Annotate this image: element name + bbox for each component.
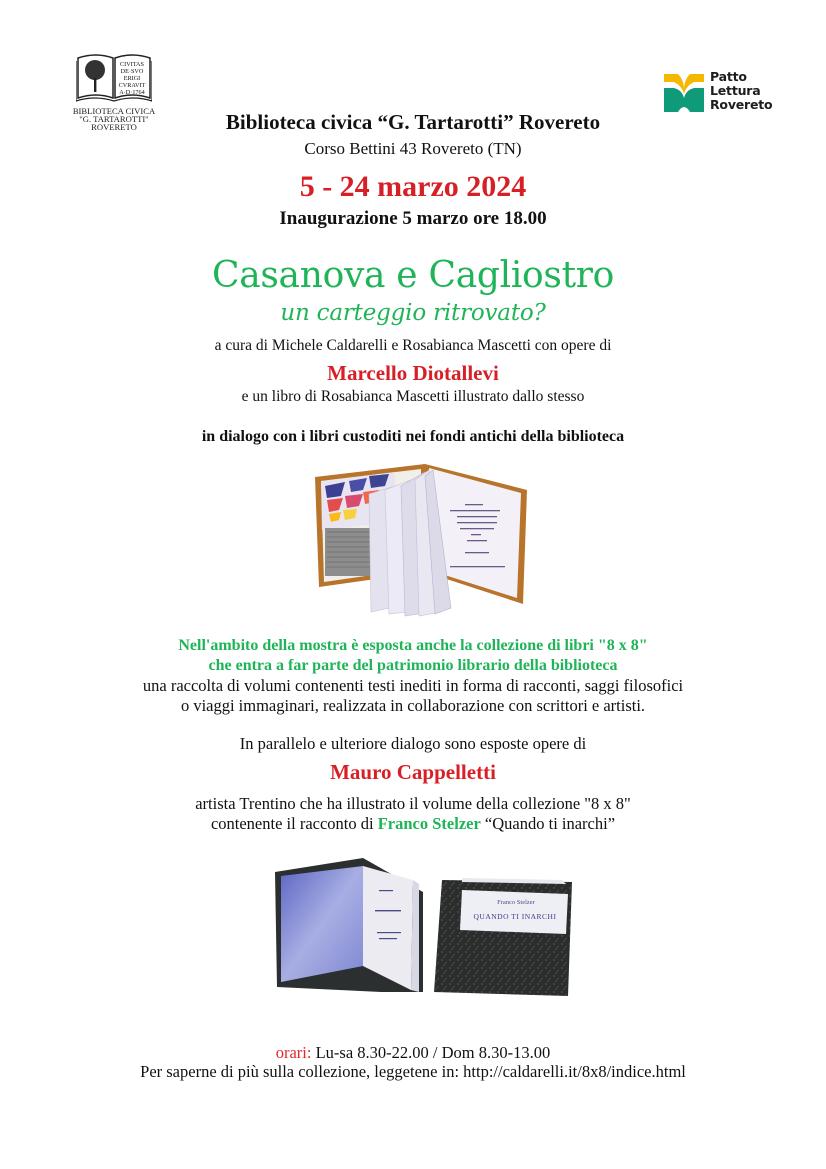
curators: a cura di Michele Caldarelli e Rosabianca Mascetti con opere di: [214, 337, 612, 354]
patto-logo-text: [710, 70, 772, 112]
patto-lettura-logo: [664, 70, 784, 114]
closed-book-photo: [432, 870, 578, 996]
library-logo-line-3: ROVERETO: [91, 122, 137, 132]
featured-artist: Marcello Diotallevi: [327, 361, 499, 385]
exhibition-title: Casanova e Cagliostro: [211, 255, 615, 296]
second-artist: Mauro Cappelletti: [330, 760, 496, 784]
hours-value: Lu-sa 8.30-22.00 / Dom 8.30-13.00: [311, 1043, 551, 1062]
story-title: “Quando ti inarchi”: [480, 814, 616, 833]
artist-desc-1: artista Trentino che ha illustrato il volume della collezione "8 x 8": [195, 794, 631, 813]
collection-highlight-1: Nell'ambito della mostra è esposta anche la collezione di libri "8 x 8": [178, 637, 648, 654]
collection-desc-1: una raccolta di volumi contenenti testi inediti in forma di racconti, saggi filosofici: [142, 676, 684, 695]
patto-line-2: Lettura: [710, 83, 761, 98]
author-name: Franco Stelzer: [377, 814, 481, 833]
open-book-logo-icon: [664, 72, 704, 112]
opening-hours: [0, 1043, 826, 1063]
book-note: e un libro di Rosabianca Mascetti illustrato dallo stesso: [241, 388, 585, 405]
library-logo-line-2: "G. TARTAROTTI": [79, 114, 149, 124]
exhibition-dates: 5 - 24 marzo 2024: [299, 170, 527, 203]
library-name: Biblioteca civica “G. Tartarotti” Rovereto: [225, 110, 601, 134]
dialogue-note: in dialogo con i libri custoditi nei fondi antichi della biblioteca: [201, 428, 625, 445]
open-book-photo: [263, 852, 423, 992]
parallel-intro: In parallelo e ulteriore dialogo sono esposte opere di: [239, 734, 587, 753]
svg-text:DE·SVO: DE·SVO: [120, 68, 144, 75]
more-info: Per saperne di più sulla collezione, leggetene in: http://caldarelli.it/8x8/indice.html: [140, 1062, 686, 1081]
svg-text:ERIGI: ERIGI: [123, 75, 141, 82]
library-logo-line-1: BIBLIOTECA CIVICA: [72, 106, 156, 116]
artist-desc-prefix: contenente il racconto di: [210, 814, 378, 833]
artist-desc-2: [0, 814, 826, 834]
library-address: Corso Bettini 43 Rovereto (TN): [304, 139, 522, 158]
book-cover-author: Franco Stelzer: [497, 899, 535, 906]
inauguration: Inaugurazione 5 marzo ore 18.00: [279, 208, 547, 229]
book-cover-title: QUANDO TI INARCHI: [473, 912, 557, 921]
svg-text:A·D·1764: A·D·1764: [119, 89, 145, 96]
collection-desc-2: o viaggi immaginari, realizzata in collaborazione con scrittori e artisti.: [180, 696, 646, 715]
open-book-tree-icon: [76, 52, 152, 102]
exhibition-subtitle: un carteggio ritrovato?: [280, 300, 546, 326]
hours-label: orari:: [275, 1043, 312, 1062]
artist-book-photo: [305, 462, 535, 617]
svg-text:CVRAVIT: CVRAVIT: [118, 82, 146, 89]
patto-line-1: Patto: [710, 69, 747, 84]
svg-text:CIVITAS: CIVITAS: [120, 61, 144, 68]
collection-highlight-2: che entra a far parte del patrimonio librario della biblioteca: [208, 657, 618, 674]
patto-line-3: Rovereto: [710, 97, 773, 112]
